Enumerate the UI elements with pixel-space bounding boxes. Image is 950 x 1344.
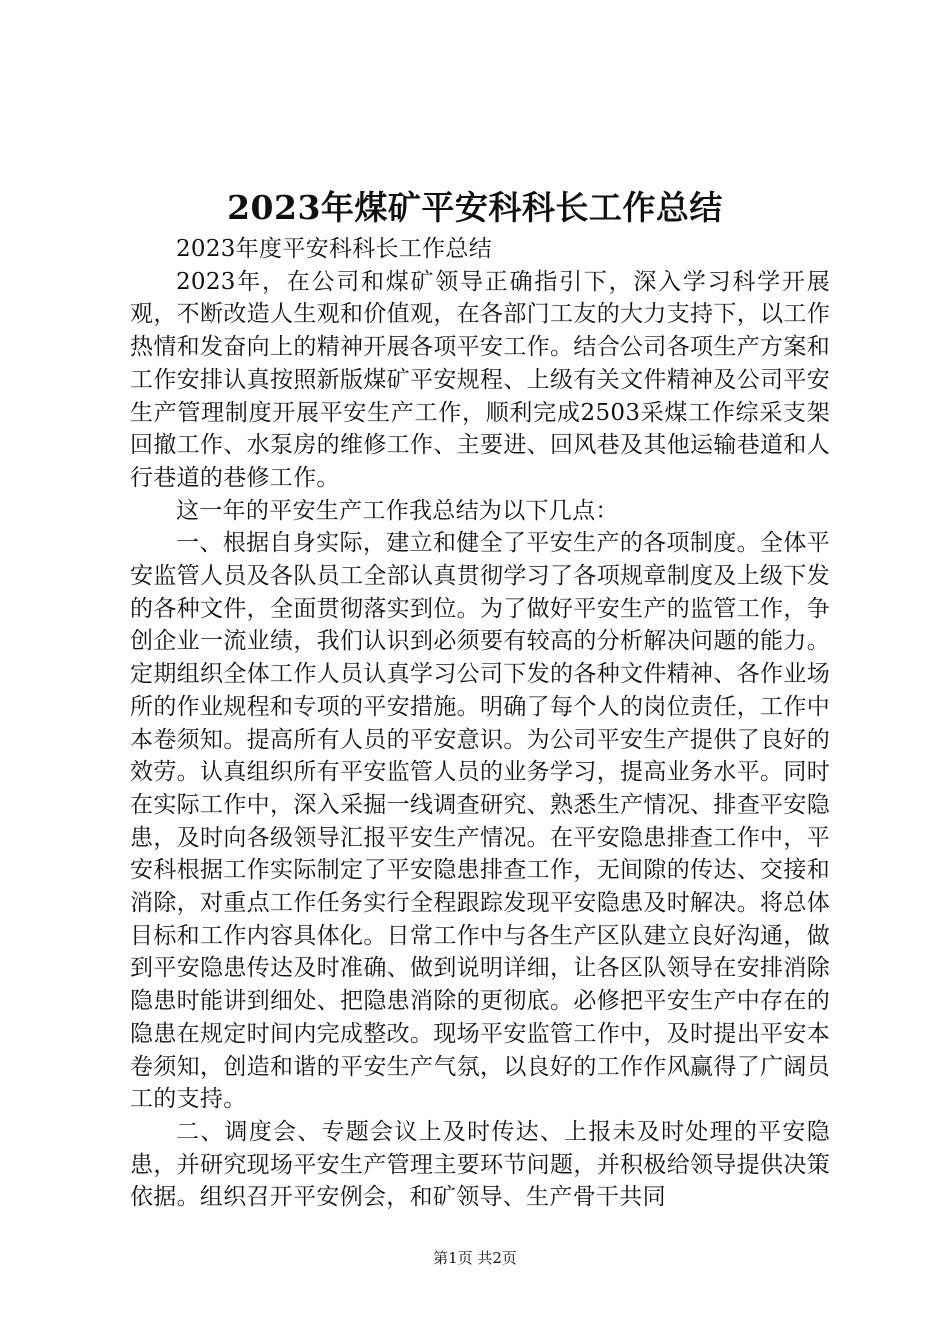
paragraph-intro: 2023年，在公司和煤矿领导正确指引下，深入学习科学开展观，不断改造人生观和价值观，在各部门工友的大力支持下，以工作热情和发奋向上的精神开展各项平安工作。结合公司各项生产方案和工作安排认真按照新版煤矿平安规程、上级有关文件精神及公司平安生产管理制度开展平安生产工作，顺利完成2503采煤工作综采支架回撤工作、水泵房的维修工作、主要进、回风巷及其他运输巷道和人行巷道的巷修工作。 xyxy=(130,268,830,491)
paragraph-subtitle: 2023年度平安科科长工作总结 xyxy=(176,236,493,262)
document-body xyxy=(130,233,830,1214)
document-title: 2023年煤矿平安科科长工作总结 xyxy=(227,188,723,227)
paragraph-summary-lead: 这一年的平安生产工作我总结为以下几点： xyxy=(176,497,619,524)
paragraph-point-one: 一、根据自身实际，建立和健全了平安生产的各项制度。全体平安监管人员及各队员工全部认真贯彻学习了各项规章制度及上级下发的各种文件，全面贯彻落实到位。为了做好平安生产的监管工作，争创企业一流业绩，我们认识到必须要有较高的分析解决问题的能力。定期组织全体工作人员认真学习公司下发的各种文件精神、各作业场所的作业规程和专项的平安措施。明确了每个人的岗位责任，工作中本卷须知。提高所有人员的平安意识。为公司平安生产提供了良好的效劳。认真组织所有平安监管人员的业务学习，提高业务水平。同时在实际工作中，深入采掘一线调查研究、熟悉生产情况、排查平安隐患，及时向各级领导汇报平安生产情况。在平安隐患排查工作中，平安科根据工作实际制定了平安隐患排查工作，无间隙的传达、交接和消除，对重点工作任务实行全程跟踪发现平安隐患及时解决。将总体目标和工作内容具体化。日常工作中与各生产区队建立良好沟通，做到平安隐患传达及时准确、做到说明详细，让各区队领导在安排消除隐患时能讲到细处、把隐患消除的更彻底。必修把平安生产中存在的隐患在规定时间内完成整改。现场平安监管工作中，及时提出平安本卷须知，创造和谐的平安生产气氛，以良好的工作作风赢得了广阔员工的支持。 xyxy=(130,530,830,1113)
page-number-footer: 第1页 共2页 xyxy=(433,1249,517,1267)
paragraph-point-two: 二、调度会、专题会议上及时传达、上报未及时处理的平安隐患，并研究现场平安生产管理主要环节问题，并积极给领导提供决策依据。组织召开平安例会，和矿领导、生产骨干共同 xyxy=(130,1118,830,1211)
